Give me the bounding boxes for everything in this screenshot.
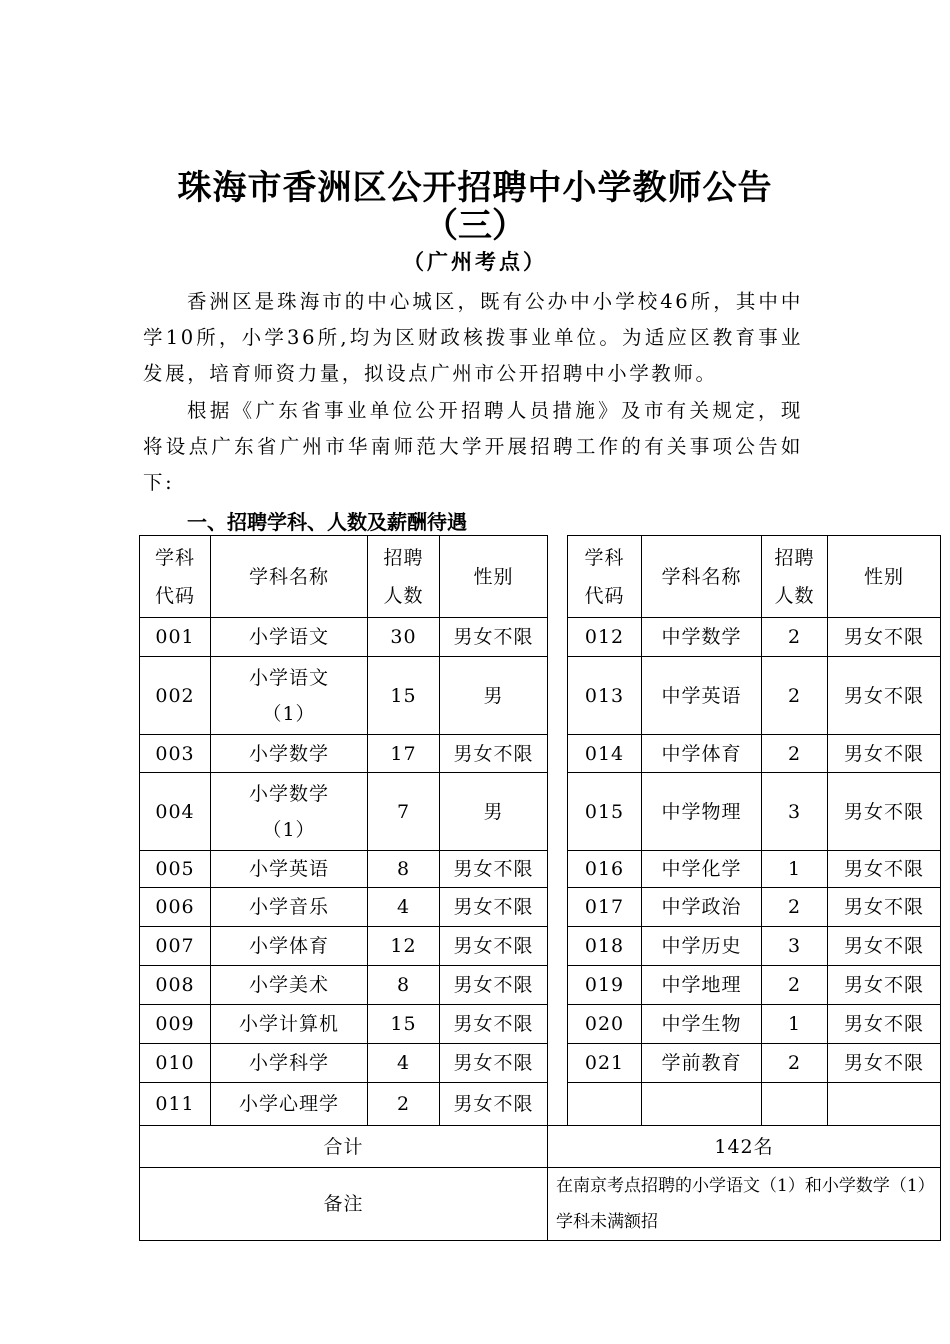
total-value: 142名 — [548, 1126, 941, 1168]
table-gap-column — [548, 536, 568, 1126]
left-count: 4 — [368, 888, 440, 927]
left-name: 小学科学 — [211, 1044, 368, 1083]
right-count: 1 — [762, 851, 828, 888]
right-name: 中学化学 — [642, 851, 762, 888]
right-gender: 男女不限 — [828, 851, 941, 888]
table-row — [140, 1044, 941, 1083]
right-name: 中学地理 — [642, 966, 762, 1005]
left-gender: 男女不限 — [440, 735, 548, 773]
left-code: 006 — [140, 888, 211, 927]
header-gender-right: 性别 — [828, 536, 941, 618]
document-title-number: （三） — [424, 206, 526, 246]
right-gender: 男女不限 — [828, 1005, 941, 1044]
document-subtitle: （广州考点） — [403, 250, 547, 274]
left-code: 010 — [140, 1044, 211, 1083]
right-gender: 男女不限 — [828, 618, 941, 657]
header-count-right: 招聘 人数 — [762, 536, 828, 618]
left-name — [211, 657, 368, 735]
left-gender: 男女不限 — [440, 966, 548, 1005]
right-name: 中学生物 — [642, 1005, 762, 1044]
right-name: 学前教育 — [642, 1044, 762, 1083]
right-name: 中学物理 — [642, 773, 762, 851]
left-gender: 男女不限 — [440, 851, 548, 888]
left-code: 002 — [140, 657, 211, 735]
left-count: 15 — [368, 1005, 440, 1044]
left-code: 008 — [140, 966, 211, 1005]
recruitment-table — [139, 535, 941, 1241]
right-count: 2 — [762, 618, 828, 657]
left-gender: 男 — [440, 773, 548, 851]
left-gender: 男女不限 — [440, 1044, 548, 1083]
table-row — [140, 927, 941, 966]
right-code: 017 — [568, 888, 642, 927]
right-code: 019 — [568, 966, 642, 1005]
table-row — [140, 1005, 941, 1044]
header-name: 学科名称 — [211, 536, 368, 618]
left-code: 007 — [140, 927, 211, 966]
right-gender: 男女不限 — [828, 657, 941, 735]
right-code: 014 — [568, 735, 642, 773]
right-count: 3 — [762, 927, 828, 966]
left-name-line2: （1） — [262, 702, 316, 725]
left-name-line1: 小学数学 — [248, 782, 329, 805]
left-name: 小学计算机 — [211, 1005, 368, 1044]
table-row — [140, 735, 941, 773]
left-code: 001 — [140, 618, 211, 657]
left-count: 17 — [368, 735, 440, 773]
document-title: 珠海市香洲区公开招聘中小学教师公告 — [177, 168, 773, 208]
table-row — [140, 966, 941, 1005]
left-count: 30 — [368, 618, 440, 657]
right-gender: 男女不限 — [828, 773, 941, 851]
right-name: 中学历史 — [642, 927, 762, 966]
right-code — [568, 1083, 642, 1126]
left-count: 8 — [368, 851, 440, 888]
table-row — [140, 618, 941, 657]
left-name — [211, 773, 368, 851]
right-name: 中学体育 — [642, 735, 762, 773]
left-count: 2 — [368, 1083, 440, 1126]
table-row — [140, 851, 941, 888]
left-gender: 男女不限 — [440, 1005, 548, 1044]
intro-paragraph: 香洲区是珠海市的中心城区，既有公办中小学校46所，其中中学10所，小学36所,均为区财政核拨事业单位。为适应区教育事业发展，培育师资力量，拟设点广州市公开招聘中小学教师。 — [143, 290, 803, 385]
left-name: 小学美术 — [211, 966, 368, 1005]
basis-paragraph: 根据《广东省事业单位公开招聘人员措施》及市有关规定，现将设点广东省广州市华南师范大学开展招聘工作的有关事项公告如下: — [143, 399, 803, 494]
left-name-line1: 小学语文 — [248, 666, 329, 689]
left-name: 小学英语 — [211, 851, 368, 888]
right-gender: 男女不限 — [828, 735, 941, 773]
left-count: 4 — [368, 1044, 440, 1083]
left-gender: 男女不限 — [440, 927, 548, 966]
right-gender: 男女不限 — [828, 966, 941, 1005]
right-code: 020 — [568, 1005, 642, 1044]
left-code: 005 — [140, 851, 211, 888]
right-code: 016 — [568, 851, 642, 888]
right-count: 2 — [762, 735, 828, 773]
right-code: 013 — [568, 657, 642, 735]
right-name: 中学政治 — [642, 888, 762, 927]
left-code: 009 — [140, 1005, 211, 1044]
table-header-row — [140, 536, 941, 618]
right-gender: 男女不限 — [828, 1044, 941, 1083]
left-gender: 男女不限 — [440, 888, 548, 927]
right-name — [642, 1083, 762, 1126]
right-count: 2 — [762, 657, 828, 735]
right-count: 1 — [762, 1005, 828, 1044]
left-code: 003 — [140, 735, 211, 773]
right-count: 3 — [762, 773, 828, 851]
total-label: 合计 — [140, 1126, 548, 1168]
left-name: 小学心理学 — [211, 1083, 368, 1126]
right-count: 2 — [762, 966, 828, 1005]
right-code: 015 — [568, 773, 642, 851]
left-name: 小学数学 — [211, 735, 368, 773]
remark-value: 在南京考点招聘的小学语文（1）和小学数学（1）学科未满额招 — [548, 1168, 941, 1241]
right-gender — [828, 1083, 941, 1126]
header-name-right: 学科名称 — [642, 536, 762, 618]
total-row — [140, 1126, 941, 1168]
table-row — [140, 1083, 941, 1126]
remark-label: 备注 — [140, 1168, 548, 1241]
left-name-line2: （1） — [262, 818, 316, 841]
left-count: 12 — [368, 927, 440, 966]
table-row — [140, 773, 941, 851]
right-gender: 男女不限 — [828, 927, 941, 966]
left-code: 004 — [140, 773, 211, 851]
section-heading: 一、招聘学科、人数及薪酬待遇 — [187, 510, 467, 534]
right-code: 021 — [568, 1044, 642, 1083]
right-gender: 男女不限 — [828, 888, 941, 927]
table-row — [140, 888, 941, 927]
right-count: 2 — [762, 888, 828, 927]
left-name: 小学语文 — [211, 618, 368, 657]
left-count: 7 — [368, 773, 440, 851]
header-code: 学科 代码 — [140, 536, 211, 618]
left-gender: 男 — [440, 657, 548, 735]
header-gender: 性别 — [440, 536, 548, 618]
table-row — [140, 657, 941, 735]
left-code: 011 — [140, 1083, 211, 1126]
header-count: 招聘 人数 — [368, 536, 440, 618]
left-count: 8 — [368, 966, 440, 1005]
remark-row — [140, 1168, 941, 1241]
right-name: 中学英语 — [642, 657, 762, 735]
header-code-right: 学科 代码 — [568, 536, 642, 618]
right-name: 中学数学 — [642, 618, 762, 657]
right-code: 012 — [568, 618, 642, 657]
left-name: 小学音乐 — [211, 888, 368, 927]
left-gender: 男女不限 — [440, 1083, 548, 1126]
right-count: 2 — [762, 1044, 828, 1083]
right-code: 018 — [568, 927, 642, 966]
right-count — [762, 1083, 828, 1126]
left-name: 小学体育 — [211, 927, 368, 966]
left-gender: 男女不限 — [440, 618, 548, 657]
left-count: 15 — [368, 657, 440, 735]
